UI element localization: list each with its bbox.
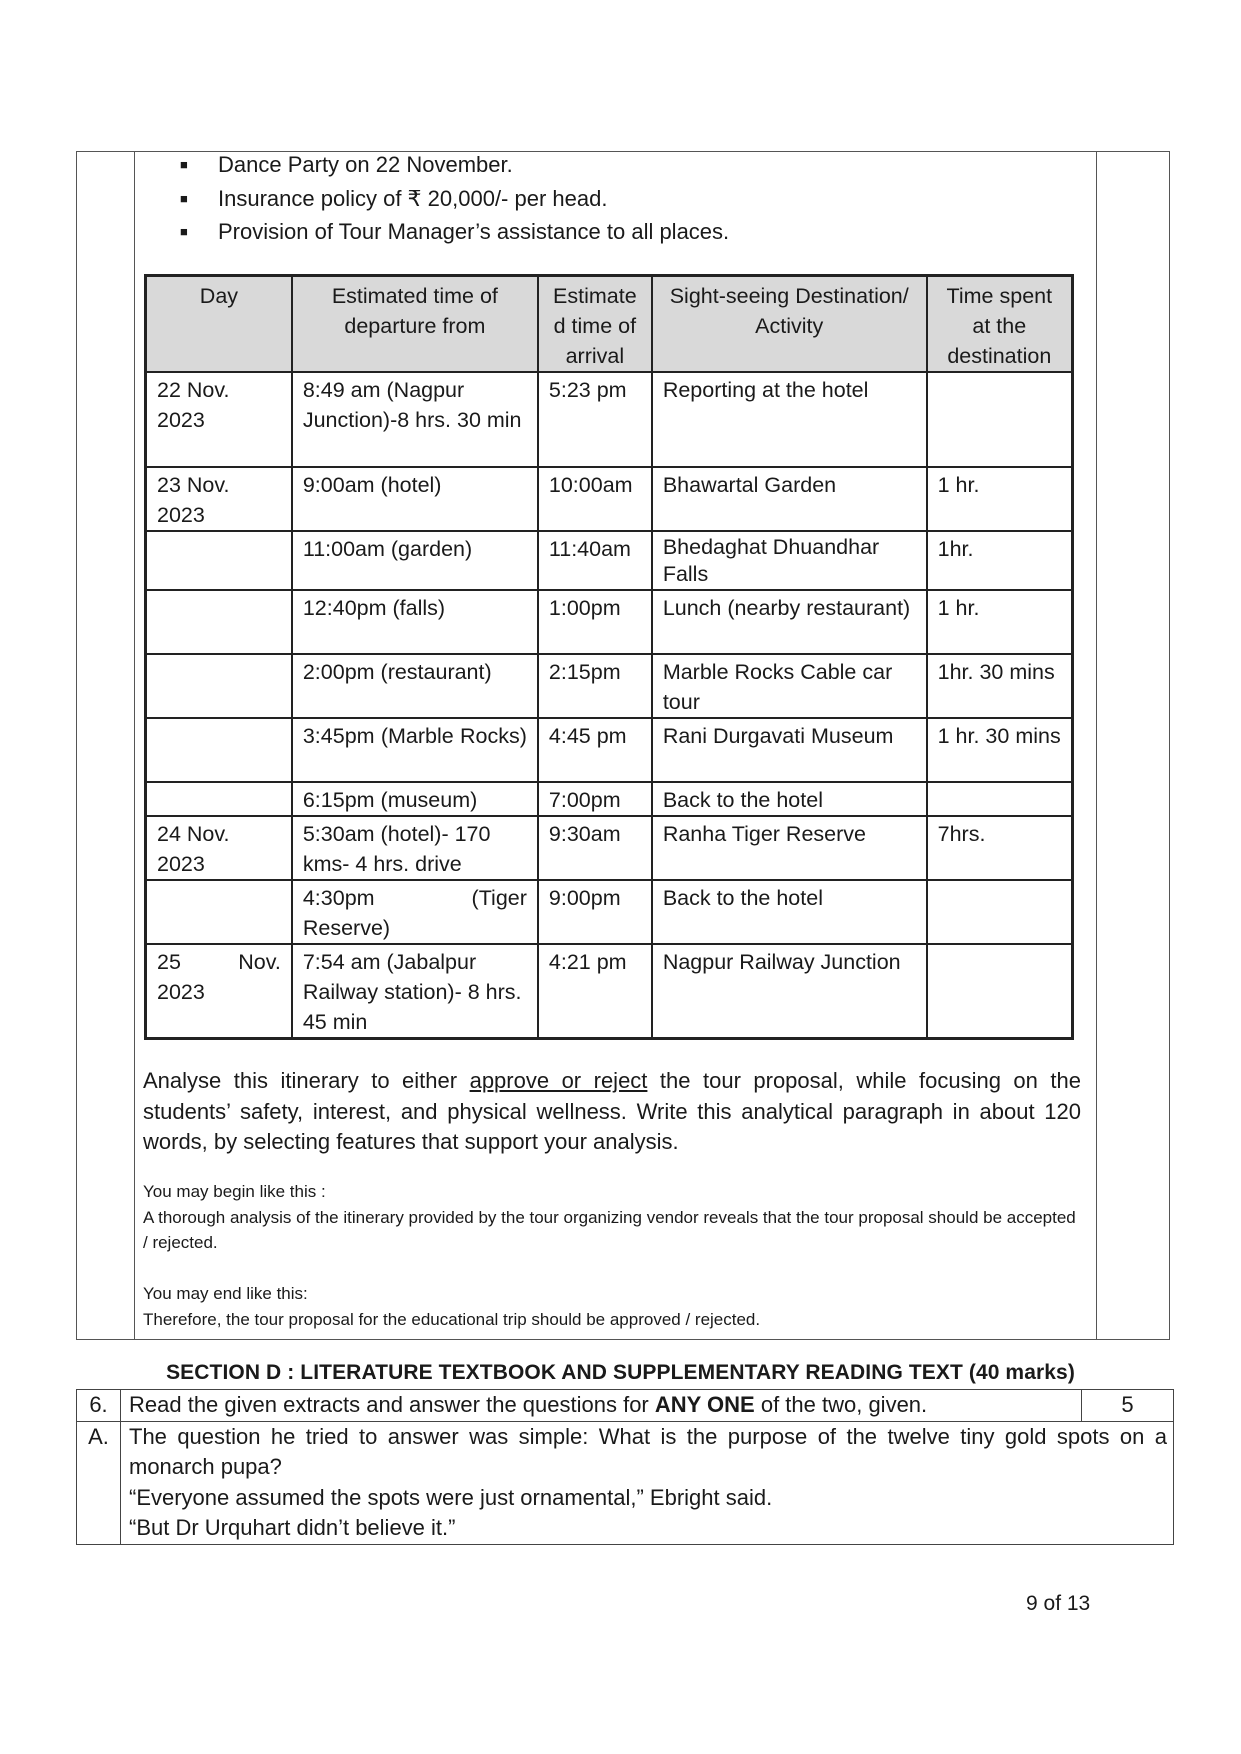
square-bullet-icon: ■ <box>180 157 188 172</box>
activity-cell: Lunch (nearby restaurant) <box>652 590 927 654</box>
table-row <box>146 718 1073 782</box>
begin-hint-text: A thorough analysis of the itinerary provided by the tour organizing vendor reveals that the tour proposal should be accepted / rejected. <box>143 1207 1076 1252</box>
analysis-underlined: approve or reject <box>469 1068 648 1093</box>
question-6-table <box>76 1389 1174 1545</box>
activity-cell: Marble Rocks Cable car tour <box>652 654 927 718</box>
day-cell: 23 Nov. 2023 <box>146 467 292 531</box>
time-spent-cell <box>927 372 1073 467</box>
arrival-cell: 11:40am <box>538 531 652 590</box>
question-text-before: Read the given extracts and answer the questions for <box>129 1392 655 1417</box>
list-item <box>180 217 729 251</box>
activity-cell: Back to the hotel <box>652 782 927 816</box>
time-spent-cell <box>927 880 1073 944</box>
departure-cell: 6:15pm (museum) <box>292 782 538 816</box>
question-text-bold: ANY ONE <box>654 1392 755 1417</box>
tour-features-list <box>180 150 729 251</box>
begin-hint <box>143 1179 1083 1256</box>
header-arrival: Estimate d time of arrival <box>538 276 652 373</box>
frame-divider-left <box>134 152 135 1339</box>
table-row <box>146 467 1073 531</box>
day-cell <box>146 880 292 944</box>
time-spent-cell: 1hr. 30 mins <box>927 654 1073 718</box>
table-row <box>146 590 1073 654</box>
square-bullet-icon: ■ <box>180 190 188 206</box>
departure-cell: 2:00pm (restaurant) <box>292 654 538 718</box>
list-item-text: Insurance policy of ₹ 20,000/- per head. <box>218 185 608 211</box>
arrival-cell: 10:00am <box>538 467 652 531</box>
time-spent-cell: 1 hr. 30 mins <box>927 718 1073 782</box>
arrival-cell: 7:00pm <box>538 782 652 816</box>
departure-cell: 11:00am (garden) <box>292 531 538 590</box>
day-cell <box>146 654 292 718</box>
time-spent-cell <box>927 782 1073 816</box>
day-cell: 24 Nov. 2023 <box>146 816 292 880</box>
time-spent-cell: 7hrs. <box>927 816 1073 880</box>
list-item <box>180 150 729 184</box>
analysis-text-before: Analyse this itinerary to either <box>143 1068 470 1093</box>
time-spent-cell: 1 hr. <box>927 590 1073 654</box>
activity-cell: Reporting at the hotel <box>652 372 927 467</box>
analysis-instruction <box>143 1066 1081 1158</box>
table-row <box>77 1390 1174 1422</box>
header-day: Day <box>146 276 292 373</box>
table-row <box>146 944 1073 1039</box>
end-hint-label: You may end like this: <box>143 1284 308 1303</box>
arrival-cell: 5:23 pm <box>538 372 652 467</box>
day-cell <box>146 531 292 590</box>
table-row <box>146 372 1073 467</box>
arrival-cell: 9:00pm <box>538 880 652 944</box>
table-header-row <box>146 276 1073 373</box>
arrival-cell: 1:00pm <box>538 590 652 654</box>
list-item-text: Provision of Tour Manager’s assistance to all places. <box>218 219 730 244</box>
activity-cell: Bhedaghat Dhuandhar Falls <box>652 531 927 590</box>
activity-cell: Rani Durgavati Museum <box>652 718 927 782</box>
departure-cell: 12:40pm (falls) <box>292 590 538 654</box>
activity-cell: Ranha Tiger Reserve <box>652 816 927 880</box>
arrival-cell: 2:15pm <box>538 654 652 718</box>
question-marks: 5 <box>1082 1390 1174 1422</box>
departure-cell: 5:30am (hotel)- 170 kms- 4 hrs. drive <box>292 816 538 880</box>
header-departure: Estimated time of departure from <box>292 276 538 373</box>
header-activity: Sight-seeing Destination/ Activity <box>652 276 927 373</box>
page-number: 9 of 13 <box>1026 1592 1091 1615</box>
day-cell <box>146 718 292 782</box>
extract-label: A. <box>77 1421 121 1544</box>
arrival-cell: 4:21 pm <box>538 944 652 1039</box>
table-row <box>77 1421 1174 1544</box>
departure-cell: 3:45pm (Marble Rocks) <box>292 718 538 782</box>
time-spent-cell <box>927 944 1073 1039</box>
extract-line: “Everyone assumed the spots were just ornamental,” Ebright said. <box>129 1484 773 1510</box>
activity-cell: Back to the hotel <box>652 880 927 944</box>
extract-text <box>121 1421 1174 1544</box>
extract-line: The question he tried to answer was simple: What is the purpose of the twelve tiny gold spots on a monarch pupa? <box>129 1423 1167 1479</box>
time-spent-cell: 1 hr. <box>927 467 1073 531</box>
table-row <box>146 782 1073 816</box>
departure-cell: 9:00am (hotel) <box>292 467 538 531</box>
day-cell: 25 Nov. 2023 <box>146 944 292 1039</box>
question-text <box>121 1390 1082 1422</box>
list-item <box>180 184 729 218</box>
activity-cell: Nagpur Railway Junction <box>652 944 927 1039</box>
departure-cell: 7:54 am (Jabalpur Railway station)- 8 hrs. 45 min <box>292 944 538 1039</box>
time-spent-cell: 1hr. <box>927 531 1073 590</box>
day-cell: 22 Nov. 2023 <box>146 372 292 467</box>
square-bullet-icon: ■ <box>180 224 188 239</box>
begin-hint-label: You may begin like this : <box>143 1182 326 1201</box>
table-row <box>146 531 1073 590</box>
frame-divider-right <box>1096 152 1097 1339</box>
itinerary-table <box>144 274 1074 1040</box>
table-row <box>146 816 1073 880</box>
section-d-title: SECTION D : LITERATURE TEXTBOOK AND SUPPLEMENTARY READING TEXT (40 marks) <box>166 1361 1075 1384</box>
departure-cell: 4:30pm (Tiger Reserve) <box>292 880 538 944</box>
list-item-text: Dance Party on 22 November. <box>218 152 513 177</box>
analysis-text-after: the tour proposal, while focusing on the students’ safety, interest, and physical wellness. Write this analytical paragraph in about 120 words, by selecting features that support your analysis. <box>143 1068 1081 1154</box>
departure-cell: 8:49 am (Nagpur Junction)-8 hrs. 30 min <box>292 372 538 467</box>
arrival-cell: 9:30am <box>538 816 652 880</box>
question-text-after: of the two, given. <box>754 1392 928 1417</box>
day-cell <box>146 782 292 816</box>
end-hint <box>143 1281 1083 1332</box>
extract-line: “But Dr Urquhart didn’t believe it.” <box>129 1515 456 1540</box>
question-number: 6. <box>77 1390 121 1422</box>
end-hint-text: Therefore, the tour proposal for the educational trip should be approved / rejected. <box>143 1309 761 1329</box>
header-time-spent: Time spent at the destination <box>927 276 1073 373</box>
table-row <box>146 880 1073 944</box>
table-row <box>146 654 1073 718</box>
activity-cell: Bhawartal Garden <box>652 467 927 531</box>
day-cell <box>146 590 292 654</box>
arrival-cell: 4:45 pm <box>538 718 652 782</box>
